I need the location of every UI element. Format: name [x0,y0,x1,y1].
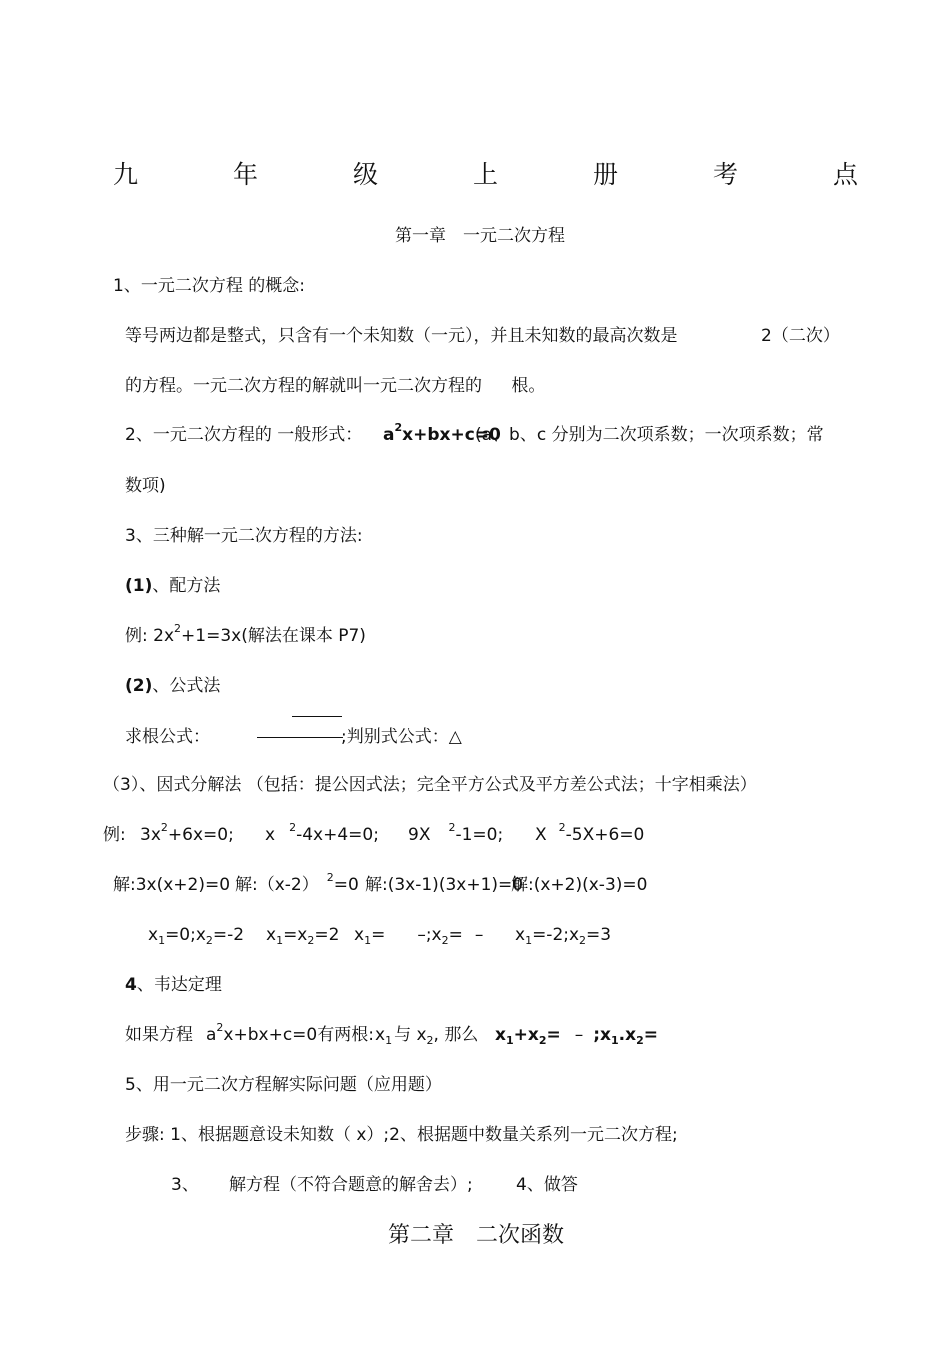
superscript: 2 [289,821,297,834]
paragraph-line [125,326,840,346]
paragraph-line [125,378,545,395]
roots [148,925,245,947]
title-char: 级 [353,160,379,189]
text: 解:(x+2)(x-3)=0 [511,875,648,895]
text: 解:3x(x+2)=0 [113,875,231,895]
equation [235,871,359,895]
minus-sign: – [574,1025,584,1045]
roots [354,925,484,947]
text: 解:（x-2） [235,875,319,895]
text: 的方程。一元二次方程的解就叫一元二次方程的 [125,376,482,396]
section-heading [125,977,222,994]
subscript: 1 [505,1034,514,1047]
method-number: (1) [125,576,153,596]
text: =0;x [165,925,206,945]
roots [515,925,612,947]
text: = [643,1025,659,1045]
text: x [266,925,277,945]
text: -4x+4=0; [296,825,379,845]
subscript: 1 [364,934,372,947]
subscript: 1 [276,934,284,947]
text: = [371,925,386,945]
equation [495,1025,659,1047]
equation [265,821,379,845]
title-char: 考 [713,160,739,189]
method-name: 、配方法 [152,576,221,596]
superscript: 2 [558,821,566,834]
text: 根。 [511,376,546,396]
text: ;判别式公式：△ [341,727,462,747]
method-number: (2) [125,676,153,696]
text: 2、一元二次方程的 一般形式： [125,425,363,445]
text: = [546,1025,561,1045]
text: ;x [425,925,442,945]
text: 3x [140,825,161,845]
solution-row [113,871,713,897]
text: +x [513,1025,539,1045]
formula-part: a [383,425,395,445]
text: = [448,925,463,945]
text: 例: [103,825,126,845]
subscript: 2 [538,1034,547,1047]
section-name: 、韦达定理 [136,975,222,995]
text: 4、做答 [516,1175,578,1195]
subscript: 2 [636,1034,644,1047]
text: x [375,1025,386,1045]
text: .x [618,1025,637,1045]
subscript: 2 [441,934,449,947]
section-heading: 3、三种解一元二次方程的方法: [125,526,363,546]
text: x+bx+c=0有两根: [223,1025,374,1045]
equation [206,1021,374,1045]
text: =2 [314,925,340,945]
superscript: 2 [448,821,456,834]
subscript: 2 [205,934,213,947]
formula-part: x+bx+c=0 [402,425,501,445]
text: +6x=0; [167,825,234,845]
formula-line [125,727,462,747]
minus-sign: – [417,925,426,945]
title-char: 上 [473,160,499,189]
text: +1=3x(解法在课本 P7) [181,626,366,646]
subscript: 1 [525,934,533,947]
chapter-heading: 第一章 一元二次方程 [395,226,565,246]
title-char: 年 [233,160,259,189]
title-char: 册 [593,160,619,189]
title-char: 点 [833,160,859,189]
text: -5X+6=0 [565,825,645,845]
text: -1=0; [455,825,504,845]
text: =0 [333,875,359,895]
example-line [125,622,366,646]
subscript: 1 [611,1034,619,1047]
example-row [103,821,703,847]
subscript: 2 [579,934,587,947]
text: 9X [408,825,431,845]
text: x [148,925,159,945]
equation [140,821,234,845]
subscript: 2 [426,1034,434,1047]
text: a [206,1025,217,1045]
vieta-line [125,1021,725,1047]
text: 与 x [394,1025,427,1045]
text: 如果方程 [125,1025,193,1045]
chapter-heading: 第二章 二次函数 [388,1223,565,1248]
method-heading [125,678,220,695]
text: x [265,825,276,845]
method-heading: （3）、因式分解法 （包括：提公因式法；完全平方公式及平方差公式法；十字相乘法） [103,775,757,795]
formula-fraction-bar [257,737,343,738]
superscript: 2 [326,871,334,884]
text: 求根公式： [125,727,210,747]
text: x [515,925,526,945]
equation [375,1025,479,1047]
minus-sign: – [474,925,484,945]
superscript: 2 [216,1021,224,1034]
text: 例: 2x [125,626,175,646]
text: =-2;x [532,925,580,945]
section-heading: 5、用一元二次方程解实际问题（应用题） [125,1075,442,1095]
steps-line: 步骤: 1、根据题意设未知数（ x）;2、根据题中数量关系列一元二次方程; [125,1125,678,1145]
text: 等号两边都是整式，只含有一个未知数（一元），并且未知数的最高次数是 [125,326,678,346]
roots-row [148,927,648,947]
text: ;x [593,1025,612,1045]
text: x [354,925,365,945]
equation [408,821,504,845]
text: =-2 [212,925,245,945]
text: =x [283,925,308,945]
paragraph-line [125,421,824,445]
text: (a、b、c 分别为二次项系数；一次项系数；常 [475,425,824,445]
method-heading [125,578,220,595]
text: 3、 [171,1175,199,1195]
superscript: 2 [174,622,182,635]
text: , 那么 [433,1025,479,1045]
superscript: 2 [394,421,403,434]
paragraph-line: 数项) [125,476,166,496]
text: x [495,1025,506,1045]
text: 解方程（不符合题意的解舍去）; [229,1175,473,1195]
text: 解:(3x-1)(3x+1)=0 [365,875,524,895]
text: 2（二次） [761,326,840,346]
steps-line [171,1177,671,1197]
subscript: 2 [307,934,315,947]
equation [535,821,645,845]
roots [266,925,340,947]
title-char: 九 [113,160,139,189]
section-heading: 1、一元二次方程 的概念: [113,276,305,296]
section-number: 4 [125,975,137,995]
method-name: 、公式法 [152,676,221,696]
text: X [535,825,547,845]
text: =3 [586,925,612,945]
subscript: 1 [158,934,166,947]
subscript: 1 [385,1034,393,1047]
formula-radical-bar [292,716,342,717]
superscript: 2 [160,821,168,834]
